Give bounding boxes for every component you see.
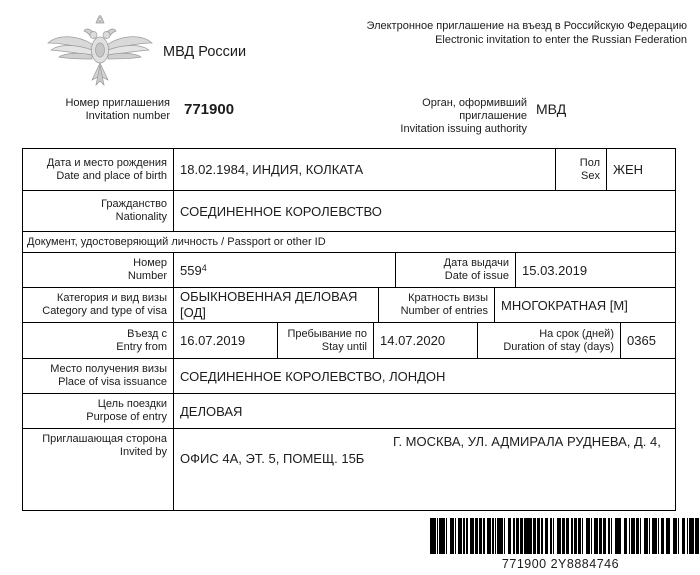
- entries-value: МНОГОКРАТНАЯ [М]: [494, 288, 675, 322]
- row-birth: [23, 149, 675, 190]
- barcode-block: [430, 518, 691, 571]
- entry-from-label: Въезд с Entry from: [116, 327, 167, 353]
- stay-until-label: Пребывание по Stay until: [277, 323, 373, 358]
- visa-category-label: Категория и вид визы Category and type of visa: [42, 292, 167, 317]
- invited-by-label: Приглашающая сторона Invited by: [42, 433, 167, 458]
- invitation-number-label: Номер приглашения Invitation number: [65, 97, 170, 122]
- stay-until-value: 14.07.2020: [373, 323, 477, 358]
- entries-label: Кратность визы Number of entries: [378, 288, 494, 322]
- sex-label: Пол Sex: [555, 149, 606, 190]
- document-section-header: Документ, удостоверяющий личность / Passport or other ID: [27, 236, 326, 248]
- birth-label: Дата и место рождения Date and place of birth: [46, 156, 167, 182]
- document-title: [347, 19, 687, 47]
- duration-value: 0365: [620, 323, 675, 358]
- barcode-icon: [430, 518, 699, 554]
- row-visa-category: [23, 287, 675, 322]
- purpose-value: ДЕЛОВАЯ: [173, 394, 675, 428]
- duration-label: На срок (дней) Duration of stay (days): [477, 323, 620, 358]
- nationality-label: Гражданство Nationality: [101, 198, 167, 223]
- purpose-label: Цель поездки Purpose of entry: [86, 398, 167, 423]
- issue-date-value: 15.03.2019: [515, 253, 675, 287]
- row-purpose: [23, 393, 675, 428]
- document-title-ru: Электронное приглашение на въезд в Российскую Федерацию: [366, 20, 687, 32]
- issuing-authority-value: МВД: [536, 101, 567, 117]
- entry-from-value: 16.07.2019: [173, 323, 277, 358]
- org-name: МВД России: [163, 44, 247, 60]
- passport-number-label: Номер Number: [127, 257, 167, 282]
- invitation-form-table: [22, 148, 676, 511]
- issuing-authority-label: Орган, оформивший приглашение Invitation issuing authority: [400, 97, 527, 135]
- row-visa-place: [23, 358, 675, 393]
- document-title-en: Electronic invitation to enter the Russian Federation: [435, 34, 687, 46]
- visa-place-value: СОЕДИНЕННОЕ КОРОЛЕВСТВО, ЛОНДОН: [173, 359, 675, 393]
- visa-category-value: ОБЫКНОВЕННАЯ ДЕЛОВАЯ [ОД]: [173, 288, 378, 322]
- invited-by-value: Г. МОСКВА, УЛ. АДМИРАЛА РУДНЕВА, Д. 4, ОФИС 4А, ЭТ. 5, ПОМЕЩ. 15Б: [173, 429, 675, 510]
- nationality-value: СОЕДИНЕННОЕ КОРОЛЕВСТВО: [173, 191, 675, 231]
- issue-date-label: Дата выдачи Date of issue: [395, 253, 515, 287]
- sex-value: ЖЕН: [606, 149, 675, 190]
- row-document-section: [23, 231, 675, 252]
- row-passport-number: [23, 252, 675, 287]
- row-entry-dates: [23, 322, 675, 358]
- birth-value: 18.02.1984, ИНДИЯ, КОЛКАТА: [173, 149, 555, 190]
- row-nationality: [23, 190, 675, 231]
- barcode-text: 771900 2Y8884746: [501, 557, 620, 571]
- invitation-number-value: 771900: [184, 101, 235, 118]
- visa-place-label: Место получения визы Place of visa issuance: [50, 363, 167, 388]
- row-invited-by: [23, 428, 675, 510]
- passport-number-value: $559^4$: [173, 253, 395, 287]
- mvd-eagle-emblem-icon: [46, 13, 154, 93]
